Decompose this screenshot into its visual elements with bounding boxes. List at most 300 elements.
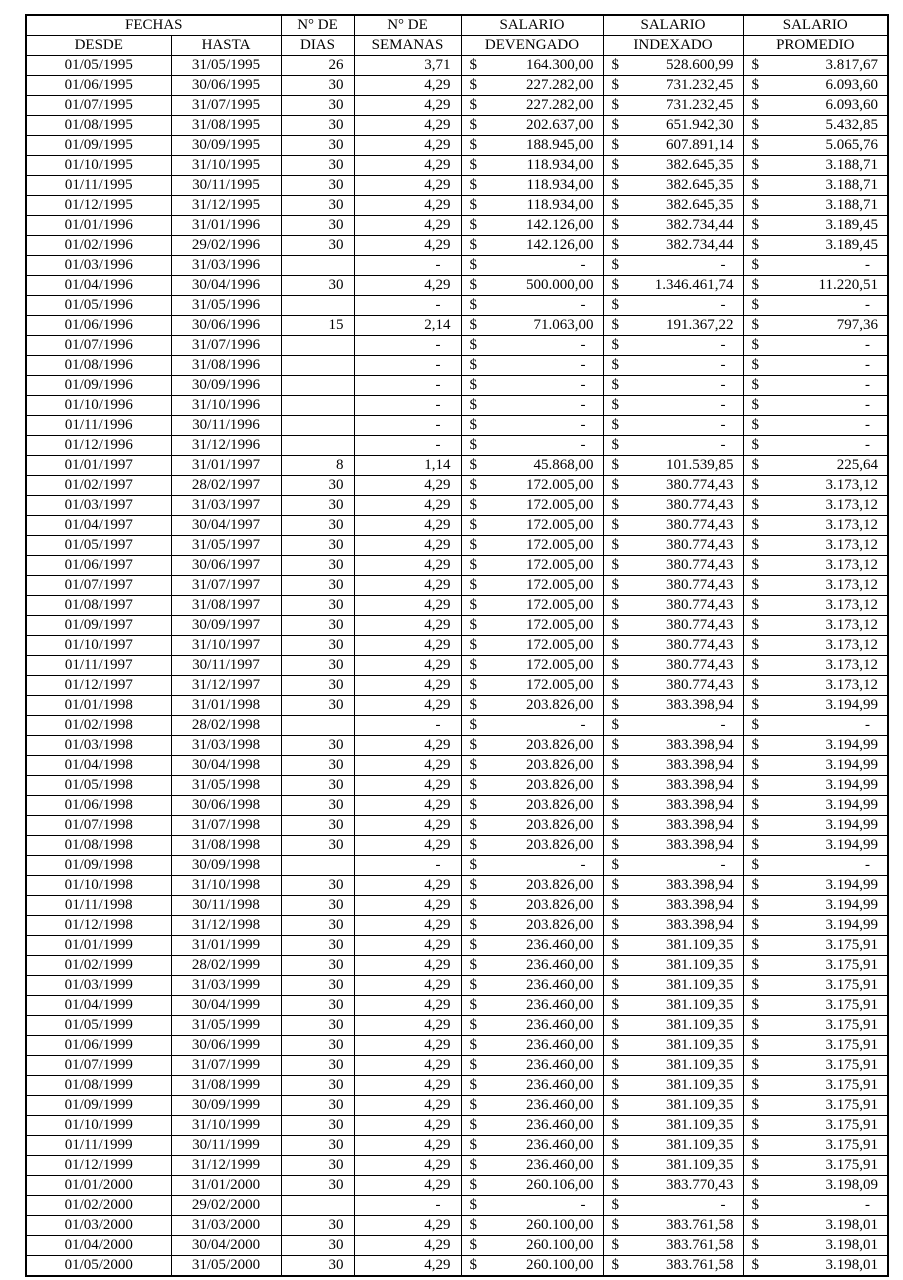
amount-indexado: 383.398,94	[666, 897, 734, 913]
cell-desde: 01/06/1999	[26, 1036, 171, 1056]
amount-devengado: 260.100,00	[526, 1217, 594, 1233]
currency-symbol: $	[469, 617, 477, 633]
cell-salario-promedio	[743, 76, 888, 96]
cell-salario-devengado	[461, 1156, 603, 1176]
cell-hasta: 31/05/1999	[171, 1016, 281, 1036]
table-row	[26, 556, 888, 576]
cell-salario-promedio	[743, 1256, 888, 1277]
amount-devengado: 202.637,00	[526, 117, 594, 133]
table-row	[26, 536, 888, 556]
amount-promedio: 3.188,71	[825, 197, 878, 213]
cell-salario-indexado	[603, 276, 743, 296]
cell-salario-indexado	[603, 1076, 743, 1096]
amount-promedio: 3.175,91	[825, 937, 878, 953]
cell-desde: 01/12/1999	[26, 1156, 171, 1176]
currency-symbol: $	[469, 957, 477, 973]
cell-salario-devengado	[461, 436, 603, 456]
amount-indexado: 381.109,35	[666, 957, 734, 973]
cell-salario-indexado	[603, 356, 743, 376]
cell-hasta: 31/12/1998	[171, 916, 281, 936]
amount-indexado: 381.109,35	[666, 1137, 734, 1153]
table-body	[26, 56, 888, 1277]
cell-hasta: 30/04/1996	[171, 276, 281, 296]
cell-desde: 01/09/1998	[26, 856, 171, 876]
cell-dias: 30	[281, 1216, 354, 1236]
cell-desde: 01/08/1997	[26, 596, 171, 616]
cell-desde: 01/06/1997	[26, 556, 171, 576]
header-fechas: FECHAS	[26, 15, 281, 36]
currency-symbol: $	[751, 817, 759, 833]
cell-desde: 01/10/1999	[26, 1116, 171, 1136]
cell-semanas: 4,29	[354, 156, 461, 176]
amount-indexado: -	[720, 857, 726, 873]
currency-symbol: $	[751, 1097, 759, 1113]
cell-semanas: 4,29	[354, 516, 461, 536]
amount-promedio: 3.173,12	[825, 557, 878, 573]
cell-semanas: 4,29	[354, 216, 461, 236]
cell-dias: 26	[281, 56, 354, 76]
cell-salario-devengado	[461, 356, 603, 376]
currency-symbol: $	[751, 1217, 759, 1233]
cell-salario-devengado	[461, 396, 603, 416]
amount-promedio: 3.194,99	[825, 877, 878, 893]
cell-dias: 30	[281, 1076, 354, 1096]
amount-devengado: 71.063,00	[533, 317, 594, 333]
currency-symbol: $	[469, 537, 477, 553]
table-row	[26, 76, 888, 96]
cell-semanas: 4,29	[354, 1156, 461, 1176]
table-row	[26, 176, 888, 196]
cell-desde: 01/02/1998	[26, 716, 171, 736]
table-row	[26, 876, 888, 896]
currency-symbol: $	[751, 57, 759, 73]
cell-salario-indexado	[603, 856, 743, 876]
amount-devengado: 500.000,00	[526, 277, 594, 293]
cell-salario-indexado	[603, 1176, 743, 1196]
cell-salario-indexado	[603, 396, 743, 416]
currency-symbol: $	[611, 1217, 619, 1233]
cell-hasta: 31/12/1995	[171, 196, 281, 216]
cell-semanas: 4,29	[354, 656, 461, 676]
cell-hasta: 31/08/1999	[171, 1076, 281, 1096]
currency-symbol: $	[611, 237, 619, 253]
currency-symbol: $	[469, 517, 477, 533]
cell-salario-promedio	[743, 716, 888, 736]
cell-semanas: 4,29	[354, 676, 461, 696]
amount-promedio: 3.188,71	[825, 177, 878, 193]
currency-symbol: $	[751, 897, 759, 913]
cell-desde: 01/06/1995	[26, 76, 171, 96]
amount-promedio: 3.175,91	[825, 1017, 878, 1033]
currency-symbol: $	[751, 337, 759, 353]
table-row	[26, 516, 888, 536]
currency-symbol: $	[751, 1137, 759, 1153]
currency-symbol: $	[611, 417, 619, 433]
currency-symbol: $	[469, 157, 477, 173]
currency-symbol: $	[611, 217, 619, 233]
cell-semanas: 4,29	[354, 736, 461, 756]
table-row	[26, 576, 888, 596]
amount-devengado: 203.826,00	[526, 897, 594, 913]
amount-devengado: 236.460,00	[526, 937, 594, 953]
currency-symbol: $	[469, 337, 477, 353]
cell-desde: 01/09/1999	[26, 1096, 171, 1116]
cell-dias: 30	[281, 196, 354, 216]
amount-devengado: 236.460,00	[526, 1157, 594, 1173]
table-row	[26, 376, 888, 396]
cell-semanas: 1,14	[354, 456, 461, 476]
amount-indexado: 1.346.461,74	[654, 277, 734, 293]
amount-promedio: 5.432,85	[825, 117, 878, 133]
amount-promedio: 3.175,91	[825, 1157, 878, 1173]
currency-symbol: $	[611, 1137, 619, 1153]
cell-dias: 30	[281, 156, 354, 176]
amount-devengado: -	[580, 257, 586, 273]
amount-devengado: 236.460,00	[526, 997, 594, 1013]
cell-salario-promedio	[743, 1036, 888, 1056]
amount-promedio: 3.173,12	[825, 477, 878, 493]
currency-symbol: $	[751, 417, 759, 433]
cell-desde: 01/11/1997	[26, 656, 171, 676]
currency-symbol: $	[751, 917, 759, 933]
cell-salario-promedio	[743, 1096, 888, 1116]
table-row	[26, 1036, 888, 1056]
currency-symbol: $	[469, 1017, 477, 1033]
currency-symbol: $	[751, 117, 759, 133]
currency-symbol: $	[611, 97, 619, 113]
cell-salario-devengado	[461, 1056, 603, 1076]
header-desde: DESDE	[26, 36, 171, 56]
cell-hasta: 31/05/1997	[171, 536, 281, 556]
amount-devengado: 203.826,00	[526, 697, 594, 713]
cell-dias: 30	[281, 756, 354, 776]
amount-indexado: 382.645,35	[666, 177, 734, 193]
cell-hasta: 30/11/1997	[171, 656, 281, 676]
amount-devengado: 172.005,00	[526, 677, 594, 693]
cell-dias: 30	[281, 1056, 354, 1076]
amount-promedio: -	[865, 437, 870, 453]
cell-hasta: 28/02/1999	[171, 956, 281, 976]
table-row	[26, 1076, 888, 1096]
cell-hasta: 31/10/1998	[171, 876, 281, 896]
currency-symbol: $	[751, 557, 759, 573]
currency-symbol: $	[611, 1037, 619, 1053]
cell-salario-devengado	[461, 1036, 603, 1056]
cell-hasta: 31/10/1999	[171, 1116, 281, 1136]
currency-symbol: $	[611, 77, 619, 93]
cell-salario-indexado	[603, 1216, 743, 1236]
amount-promedio: -	[865, 417, 870, 433]
amount-devengado: -	[580, 377, 586, 393]
cell-salario-devengado	[461, 1096, 603, 1116]
table-row	[26, 616, 888, 636]
cell-dias	[281, 856, 354, 876]
amount-indexado: 382.734,44	[666, 217, 734, 233]
currency-symbol: $	[611, 677, 619, 693]
cell-salario-indexado	[603, 596, 743, 616]
cell-hasta: 30/09/1998	[171, 856, 281, 876]
cell-salario-promedio	[743, 376, 888, 396]
amount-promedio: 3.194,99	[825, 837, 878, 853]
currency-symbol: $	[469, 1177, 477, 1193]
cell-hasta: 31/03/2000	[171, 1216, 281, 1236]
cell-semanas: 4,29	[354, 1256, 461, 1277]
table-row	[26, 776, 888, 796]
table-row	[26, 256, 888, 276]
header-promedio-top: SALARIO	[743, 15, 888, 36]
currency-symbol: $	[751, 737, 759, 753]
cell-desde: 01/10/1996	[26, 396, 171, 416]
cell-salario-indexado	[603, 976, 743, 996]
cell-salario-promedio	[743, 176, 888, 196]
currency-symbol: $	[469, 857, 477, 873]
cell-hasta: 30/11/1995	[171, 176, 281, 196]
cell-salario-promedio	[743, 976, 888, 996]
currency-symbol: $	[611, 537, 619, 553]
currency-symbol: $	[751, 157, 759, 173]
table-row	[26, 636, 888, 656]
cell-salario-devengado	[461, 1256, 603, 1277]
currency-symbol: $	[611, 1077, 619, 1093]
currency-symbol: $	[751, 217, 759, 233]
currency-symbol: $	[469, 597, 477, 613]
amount-devengado: 172.005,00	[526, 477, 594, 493]
amount-promedio: 3.173,12	[825, 577, 878, 593]
cell-salario-indexado	[603, 216, 743, 236]
amount-devengado: 118.934,00	[526, 177, 594, 193]
cell-salario-devengado	[461, 1076, 603, 1096]
cell-hasta: 31/10/1996	[171, 396, 281, 416]
cell-salario-promedio	[743, 1236, 888, 1256]
header-hasta: HASTA	[171, 36, 281, 56]
currency-symbol: $	[751, 397, 759, 413]
cell-dias: 30	[281, 496, 354, 516]
amount-indexado: 381.109,35	[666, 1077, 734, 1093]
cell-desde: 01/04/1998	[26, 756, 171, 776]
cell-hasta: 31/10/1995	[171, 156, 281, 176]
currency-symbol: $	[469, 217, 477, 233]
amount-indexado: 383.398,94	[666, 737, 734, 753]
currency-symbol: $	[611, 1257, 619, 1273]
cell-salario-indexado	[603, 656, 743, 676]
cell-salario-indexado	[603, 716, 743, 736]
table-row	[26, 396, 888, 416]
currency-symbol: $	[469, 657, 477, 673]
cell-salario-promedio	[743, 1116, 888, 1136]
amount-devengado: -	[580, 1197, 586, 1213]
currency-symbol: $	[611, 817, 619, 833]
cell-salario-indexado	[603, 316, 743, 336]
table-row	[26, 1096, 888, 1116]
amount-promedio: 6.093,60	[825, 97, 878, 113]
table-row	[26, 1136, 888, 1156]
amount-devengado: -	[580, 337, 586, 353]
currency-symbol: $	[751, 977, 759, 993]
cell-salario-devengado	[461, 916, 603, 936]
currency-symbol: $	[751, 377, 759, 393]
currency-symbol: $	[611, 557, 619, 573]
cell-semanas: 4,29	[354, 116, 461, 136]
amount-promedio: 3.194,99	[825, 917, 878, 933]
table-row	[26, 316, 888, 336]
table-row	[26, 296, 888, 316]
currency-symbol: $	[469, 1217, 477, 1233]
currency-symbol: $	[611, 337, 619, 353]
table-row	[26, 1216, 888, 1236]
amount-devengado: 227.282,00	[526, 77, 594, 93]
currency-symbol: $	[611, 197, 619, 213]
cell-desde: 01/12/1997	[26, 676, 171, 696]
cell-salario-promedio	[743, 276, 888, 296]
cell-hasta: 30/09/1997	[171, 616, 281, 636]
currency-symbol: $	[611, 917, 619, 933]
cell-semanas: 4,29	[354, 556, 461, 576]
currency-symbol: $	[751, 637, 759, 653]
cell-hasta: 31/12/1999	[171, 1156, 281, 1176]
cell-dias: 30	[281, 996, 354, 1016]
currency-symbol: $	[751, 137, 759, 153]
cell-salario-indexado	[603, 576, 743, 596]
amount-devengado: 172.005,00	[526, 617, 594, 633]
cell-salario-devengado	[461, 376, 603, 396]
table-row	[26, 836, 888, 856]
cell-semanas: 4,29	[354, 596, 461, 616]
currency-symbol: $	[611, 1177, 619, 1193]
amount-indexado: 382.645,35	[666, 197, 734, 213]
currency-symbol: $	[751, 1257, 759, 1273]
currency-symbol: $	[751, 1197, 759, 1213]
currency-symbol: $	[469, 1157, 477, 1173]
cell-desde: 01/02/2000	[26, 1196, 171, 1216]
cell-salario-indexado	[603, 416, 743, 436]
cell-salario-devengado	[461, 656, 603, 676]
table-row	[26, 696, 888, 716]
cell-salario-promedio	[743, 1196, 888, 1216]
cell-dias	[281, 1196, 354, 1216]
cell-dias: 30	[281, 736, 354, 756]
amount-promedio: 6.093,60	[825, 77, 878, 93]
cell-hasta: 31/05/2000	[171, 1256, 281, 1277]
cell-hasta: 31/05/1995	[171, 56, 281, 76]
cell-desde: 01/04/1996	[26, 276, 171, 296]
currency-symbol: $	[751, 757, 759, 773]
cell-salario-devengado	[461, 316, 603, 336]
cell-desde: 01/01/1996	[26, 216, 171, 236]
cell-desde: 01/03/1997	[26, 496, 171, 516]
header-row-top	[26, 15, 888, 36]
cell-salario-devengado	[461, 1236, 603, 1256]
currency-symbol: $	[611, 1057, 619, 1073]
amount-indexado: 381.109,35	[666, 1117, 734, 1133]
cell-desde: 01/04/2000	[26, 1236, 171, 1256]
cell-salario-promedio	[743, 756, 888, 776]
cell-salario-indexado	[603, 1056, 743, 1076]
cell-hasta: 31/01/1999	[171, 936, 281, 956]
cell-dias: 15	[281, 316, 354, 336]
cell-dias: 30	[281, 616, 354, 636]
amount-indexado: -	[720, 1197, 726, 1213]
amount-indexado: -	[720, 417, 726, 433]
currency-symbol: $	[469, 477, 477, 493]
cell-desde: 01/01/1999	[26, 936, 171, 956]
amount-devengado: 236.460,00	[526, 1017, 594, 1033]
amount-promedio: 3.175,91	[825, 1077, 878, 1093]
table-row	[26, 756, 888, 776]
amount-indexado: 380.774,43	[666, 517, 734, 533]
cell-salario-indexado	[603, 956, 743, 976]
cell-salario-promedio	[743, 936, 888, 956]
currency-symbol: $	[751, 1017, 759, 1033]
amount-indexado: -	[720, 257, 726, 273]
amount-promedio: 3.194,99	[825, 737, 878, 753]
currency-symbol: $	[751, 257, 759, 273]
amount-devengado: 260.100,00	[526, 1237, 594, 1253]
cell-hasta: 30/09/1995	[171, 136, 281, 156]
cell-salario-promedio	[743, 96, 888, 116]
amount-devengado: 260.106,00	[526, 1177, 594, 1193]
table-row	[26, 856, 888, 876]
amount-devengado: 203.826,00	[526, 917, 594, 933]
salary-history-table	[25, 14, 889, 1277]
currency-symbol: $	[751, 937, 759, 953]
currency-symbol: $	[611, 937, 619, 953]
cell-hasta: 30/06/1995	[171, 76, 281, 96]
amount-indexado: 381.109,35	[666, 977, 734, 993]
cell-semanas: 4,29	[354, 1116, 461, 1136]
amount-indexado: 381.109,35	[666, 1157, 734, 1173]
cell-desde: 01/12/1996	[26, 436, 171, 456]
currency-symbol: $	[611, 137, 619, 153]
cell-semanas: -	[354, 1196, 461, 1216]
cell-salario-devengado	[461, 1016, 603, 1036]
cell-salario-indexado	[603, 536, 743, 556]
cell-salario-promedio	[743, 416, 888, 436]
table-row	[26, 816, 888, 836]
amount-devengado: 172.005,00	[526, 637, 594, 653]
cell-hasta: 31/12/1997	[171, 676, 281, 696]
cell-hasta: 30/11/1999	[171, 1136, 281, 1156]
cell-salario-promedio	[743, 296, 888, 316]
amount-indexado: 607.891,14	[666, 137, 734, 153]
currency-symbol: $	[611, 777, 619, 793]
cell-salario-promedio	[743, 996, 888, 1016]
currency-symbol: $	[469, 697, 477, 713]
cell-desde: 01/02/1997	[26, 476, 171, 496]
amount-indexado: 381.109,35	[666, 1037, 734, 1053]
cell-semanas: 4,29	[354, 1136, 461, 1156]
table-row	[26, 116, 888, 136]
cell-dias: 30	[281, 696, 354, 716]
cell-semanas: -	[354, 416, 461, 436]
amount-promedio: 3.198,09	[825, 1177, 878, 1193]
cell-salario-devengado	[461, 956, 603, 976]
currency-symbol: $	[469, 797, 477, 813]
cell-salario-promedio	[743, 236, 888, 256]
cell-salario-devengado	[461, 556, 603, 576]
currency-symbol: $	[751, 1117, 759, 1133]
cell-salario-devengado	[461, 336, 603, 356]
amount-indexado: -	[720, 377, 726, 393]
cell-semanas: 4,29	[354, 816, 461, 836]
amount-indexado: 101.539,85	[666, 457, 734, 473]
header-row-bottom	[26, 36, 888, 56]
currency-symbol: $	[751, 677, 759, 693]
cell-salario-promedio	[743, 216, 888, 236]
currency-symbol: $	[611, 877, 619, 893]
cell-dias: 30	[281, 1136, 354, 1156]
cell-hasta: 30/09/1999	[171, 1096, 281, 1116]
header-indexado-bottom: INDEXADO	[603, 36, 743, 56]
